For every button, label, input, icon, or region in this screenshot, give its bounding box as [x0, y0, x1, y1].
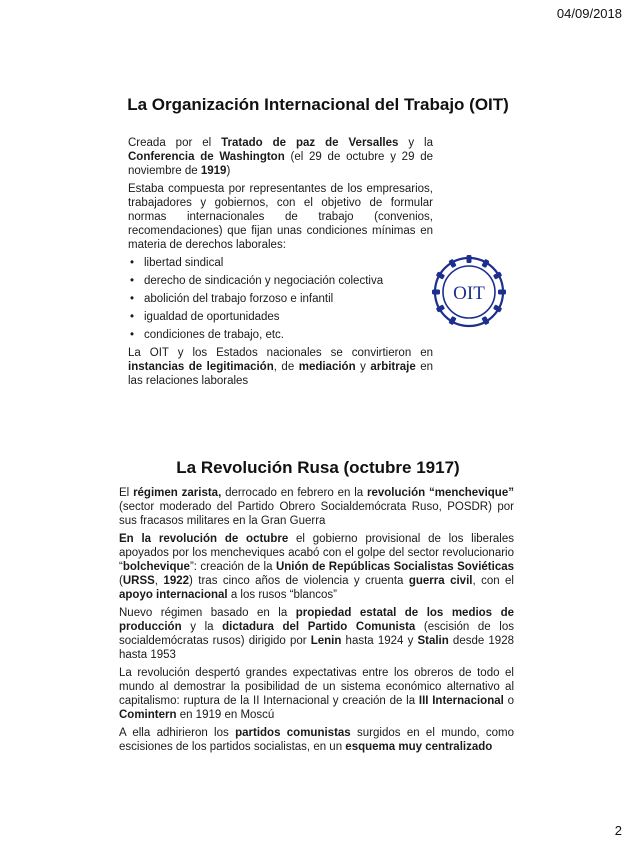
list-item: • derecho de sindicación y negociación colectiva	[130, 275, 384, 287]
rusa-paragraph-4: La revolución despertó grandes expectativas entre los obreros de todo el mundo al demostrar la posibilidad de un sistema económico alternativo al capitalismo: ruptura de la II Internacional y creación de la III Internacional o Comintern en 1919 en Moscú	[119, 667, 514, 721]
bullet-icon: •	[130, 311, 135, 323]
bullet-icon: •	[130, 293, 135, 305]
bullet-icon: •	[130, 275, 135, 287]
oit-content	[128, 136, 433, 392]
list-item: • abolición del trabajo forzoso e infantil	[130, 293, 334, 305]
page-number: 2	[614, 823, 622, 838]
rusa-paragraph-1: El régimen zarista, derrocado en febrero en la revolución “menchevique” (sector moderado del Partido Obrero Socialdemócrata Ruso, POSDR) por sus fracasos militares en la Gran Guerra	[119, 487, 514, 527]
oit-rights-list	[128, 256, 433, 342]
rusa-paragraph-2: En la revolución de octubre el gobierno provisional de los liberales apoyados por los mencheviques acabó con el golpe del sector revolucionario “bolchevique”: creación de la Unión de Repúblicas Socialistas Soviéticas (URSS, 1922) tras cinco años de violencia y cruenta guerra civil, con el apoyo internacional a los rusos “blancos”	[119, 533, 515, 601]
bullet-icon: •	[130, 329, 135, 341]
slide-title-revolucion-rusa: La Revolución Rusa (octubre 1917)	[176, 458, 460, 477]
oit-paragraph-1: Creada por el Tratado de paz de Versalles y la Conferencia de Washington (el 29 de octubre y 29 de noviembre de 1919)	[128, 137, 434, 177]
oit-paragraph-2: Estaba compuesta por representantes de los empresarios, trabajadores y gobiernos, con el objetivo de formular normas internacionales de trabajo (convenios, recomendaciones) que fijan unas condiciones mínimas en materia de derechos laborales:	[128, 183, 433, 251]
revolucion-rusa-content	[119, 486, 514, 758]
slide-title-oit: La Organización Internacional del Trabajo (OIT)	[127, 95, 509, 114]
bullet-icon: •	[130, 257, 135, 269]
rusa-paragraph-5: A ella adhirieron los partidos comunistas surgidos en el mundo, como escisiones de los partidos socialistas, en un esquema muy centralizado	[119, 727, 515, 753]
rusa-paragraph-3: Nuevo régimen basado en la propiedad estatal de los medios de producción y la dictadura del Partido Comunista (escisión de los socialdemócratas rusos) dirigido por Lenin hasta 1924 y Stalin desde 1928 hasta 1953	[119, 607, 514, 661]
oit-logo-text: OIT	[453, 283, 485, 304]
date-header: 04/09/2018	[556, 6, 622, 21]
oit-paragraph-3: La OIT y los Estados nacionales se convirtieron en instancias de legitimación, de mediación y arbitraje en las relaciones laborales	[128, 347, 434, 387]
oit-logo	[430, 253, 508, 331]
list-item: • igualdad de oportunidades	[130, 311, 280, 323]
list-item: • condiciones de trabajo, etc.	[130, 329, 285, 341]
list-item: • libertad sindical	[130, 257, 224, 269]
